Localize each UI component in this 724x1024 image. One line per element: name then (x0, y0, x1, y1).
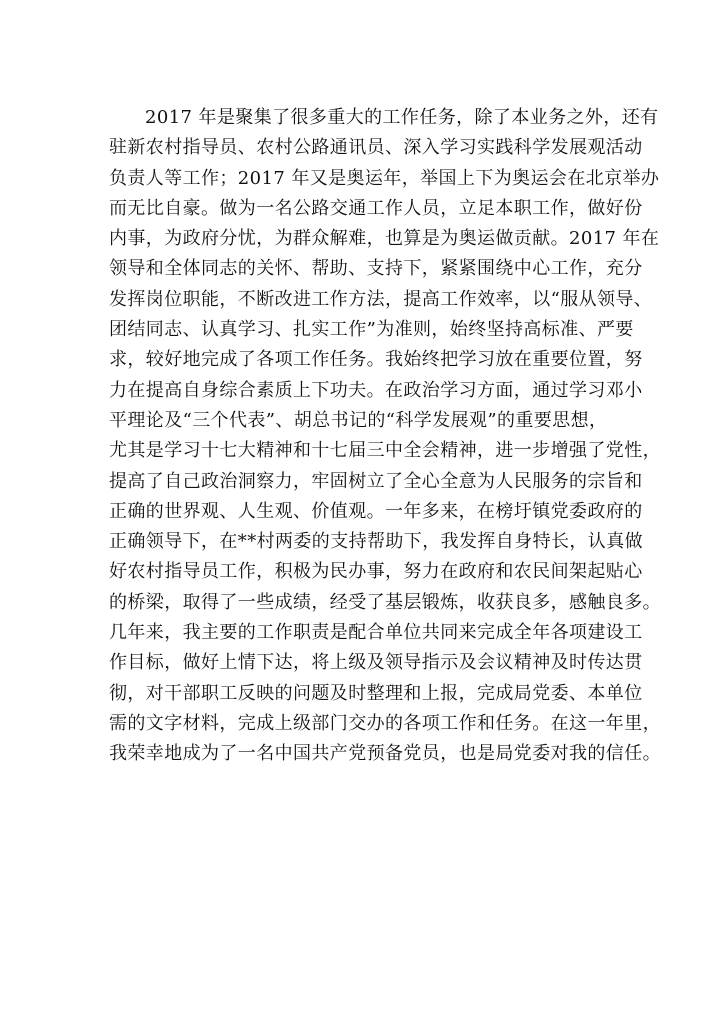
text-line: 发挥岗位职能，不断改进工作方法，提高工作效率，以“服从领导、 (109, 288, 653, 310)
text-line: 我荣幸地成为了一名中国共产党预备党员，也是局党委对我的信任。 (109, 743, 661, 765)
text-line: 负责人等工作；2017 年又是奥运年，举国上下为奥运会在北京举办 (109, 167, 660, 189)
text-line: 正确的世界观、人生观、价值观。一年多来，在榜圩镇党委政府的 (109, 500, 643, 522)
text-line: 彻，对干部职工反映的问题及时整理和上报，完成局党委、本单位 (109, 682, 643, 704)
text-line: 而无比自豪。做为一名公路交通工作人员，立足本职工作，做好份 (109, 197, 643, 219)
text-line: 团结同志、认真学习、扎实工作”为准则，始终坚持高标准、严要 (109, 319, 634, 341)
text-line: 作目标，做好上情下达，将上级及领导指示及会议精神及时传达贯 (109, 652, 643, 674)
text-line: 正确领导下，在**村两委的支持帮助下，我发挥自身特长，认真做 (109, 531, 643, 553)
text-line: 的桥梁，取得了一些成绩，经受了基层锻炼，收获良多，感触良多。 (109, 591, 661, 613)
text-line: 几年来，我主要的工作职责是配合单位共同来完成全年各项建设工 (109, 622, 643, 644)
text-line: 需的文字材料，完成上级部门交办的各项工作和任务。在这一年里， (109, 712, 661, 734)
text-line: 尤其是学习十七大精神和十七届三中全会精神，进一步增强了党性， (109, 440, 661, 462)
text-line: 平理论及“三个代表”、胡总书记的“科学发展观”的重要思想， (109, 409, 608, 431)
body-paragraph (109, 103, 661, 770)
text-line: 好农村指导员工作，积极为民办事，努力在政府和农民间架起贴心 (109, 561, 643, 583)
text-line: 求，较好地完成了各项工作任务。我始终把学习放在重要位置，努 (109, 349, 643, 371)
text-line: 力在提高自身综合素质上下功夫。在政治学习方面，通过学习邓小 (109, 379, 643, 401)
text-line: 驻新农村指导员、农村公路通讯员、深入学习实践科学发展观活动 (109, 137, 643, 159)
text-line: 内事，为政府分忧，为群众解难，也算是为奥运做贡献。2017 年在 (109, 228, 660, 250)
text-line: 领导和全体同志的关怀、帮助、支持下，紧紧围绕中心工作，充分 (109, 258, 643, 280)
text-line: 提高了自己政治洞察力，牢固树立了全心全意为人民服务的宗旨和 (109, 470, 643, 492)
text-line: 2017 年是聚集了很多重大的工作任务，除了本业务之外，还有 (145, 107, 659, 128)
